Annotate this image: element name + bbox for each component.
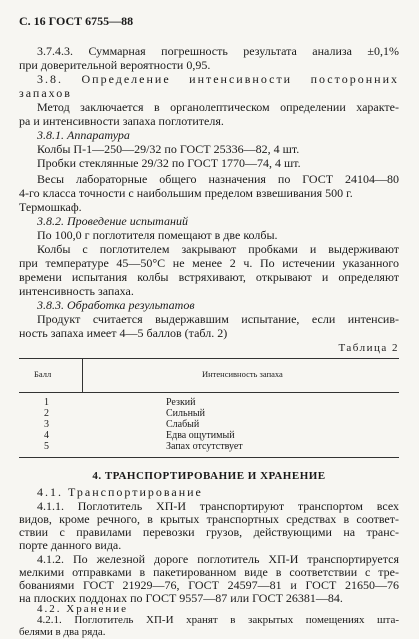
table-cell-intensity: Сильный	[166, 408, 205, 419]
para-probki: Пробки стеклянные 29/32 по ГОСТ 1770—74, 4 шт.	[37, 156, 301, 170]
para-3-7-4-3-line-2: при доверительной вероятности 0,95.	[19, 58, 211, 72]
heading-3-8-2: 3.8.2. Проведение испытаний	[37, 214, 188, 228]
para-vesy-line-1: Весы лабораторные общего назначения по ГОСТ 24104—80	[37, 172, 399, 186]
para-kolby: Колбы П-1—250—29/32 по ГОСТ 25336—82, 4 шт.	[37, 142, 300, 156]
para-vesy-line-2: 4-го класса точности с наибольшим пределом взвешивания 500 г.	[19, 186, 353, 200]
heading-3-8-1: 3.8.1. Аппаратура	[37, 128, 130, 142]
table-header-rule	[19, 392, 399, 393]
table-cell-ball: 3	[44, 419, 49, 430]
para-3-8-3-line-2: ность запаха имеет 4—5 баллов (табл. 2)	[19, 326, 228, 340]
section-4-title: 4. ТРАНСПОРТИРОВАНИЕ И ХРАНЕНИЕ	[92, 470, 326, 482]
para-3-8-2b-line-3: времени испытания колбы встряхивают, открывают и определяют	[19, 270, 399, 284]
heading-3-8-line-2: запахов	[19, 86, 72, 100]
para-3-8-line-2: ра и интенсивности запаха поглотителя.	[19, 114, 224, 128]
para-3-8-2b-line-2: при температуре 45—50°С не менее 2 ч. По истечении указанного	[19, 256, 399, 270]
para-4-1-1-line-2: видов, кроме речного, в крытых транспортных средствах в соответ-	[19, 512, 399, 526]
table-header-divider	[82, 358, 83, 392]
table-cell-ball: 1	[44, 397, 49, 408]
para-4-2-1-line-2: белями в два ряда.	[19, 626, 106, 638]
para-3-8-line-1: Метод заключается в органолептическом определении характе-	[37, 100, 399, 114]
table-cell-ball: 4	[44, 430, 49, 441]
table-cell-intensity: Едва ощутимый	[166, 430, 235, 441]
heading-3-8-3: 3.8.3. Обработка результатов	[37, 298, 195, 312]
table-bottom-rule	[19, 457, 399, 458]
heading-4-1: 4.1. Транспортирование	[37, 485, 203, 499]
para-3-8-2b-line-4: интенсивность запаха.	[19, 284, 134, 298]
table-header-intensity: Интенсивность запаха	[202, 369, 283, 379]
table-cell-intensity: Слабый	[166, 419, 200, 430]
para-4-2-1-line-1: 4.2.1. Поглотитель ХП-И хранят в закрытых помещениях шта-	[37, 614, 399, 626]
para-4-1-1-line-1: 4.1.1. Поглотитель ХП-И транспортируют транспортом всех	[37, 499, 399, 513]
table-cell-intensity: Резкий	[166, 397, 196, 408]
para-4-1-2-line-1: 4.1.2. По железной дороге поглотитель ХП-И транспортируется	[37, 552, 399, 566]
para-3-8-2b-line-1: Колбы с поглотителем закрывают пробками и выдерживают	[37, 242, 399, 256]
table-top-rule	[19, 358, 399, 359]
heading-4-2: 4.2. Хранение	[37, 603, 129, 615]
para-termoshkaf: Термошкаф.	[19, 200, 82, 214]
table-cell-ball: 2	[44, 408, 49, 419]
para-4-1-2-line-2: мелкими отправками в пакетированном виде в соответствии с тре-	[19, 565, 399, 579]
page-header: С. 16 ГОСТ 6755—88	[19, 14, 134, 28]
para-3-8-3-line-1: Продукт считается выдержавшим испытание, если интенсив-	[37, 312, 399, 326]
para-3-7-4-3-line-1: 3.7.4.3. Суммарная погрешность результата анализа ±0,1%	[37, 44, 399, 58]
table-cell-ball: 5	[44, 441, 49, 452]
table-header-ball: Балл	[34, 369, 52, 379]
para-4-1-1-line-4: порте данного вида.	[19, 538, 122, 552]
para-3-8-2a: По 100,0 г поглотителя помещают в две колбы.	[37, 228, 278, 242]
table-caption: Таблица 2	[338, 342, 399, 354]
para-4-1-1-line-3: ствии с правилами перевозки грузов, действующими на транс-	[19, 525, 399, 539]
heading-3-8-line-1: 3.8. Определение интенсивности посторонних	[37, 72, 399, 86]
table-cell-intensity: Запах отсутствует	[166, 441, 243, 452]
para-4-1-2-line-4: на плоских поддонах по ГОСТ 9557—87 или ГОСТ 26381—84.	[19, 591, 343, 605]
para-4-1-2-line-3: бованиями ГОСТ 21929—76, ГОСТ 24597—81 и ГОСТ 21650—76	[19, 578, 399, 592]
